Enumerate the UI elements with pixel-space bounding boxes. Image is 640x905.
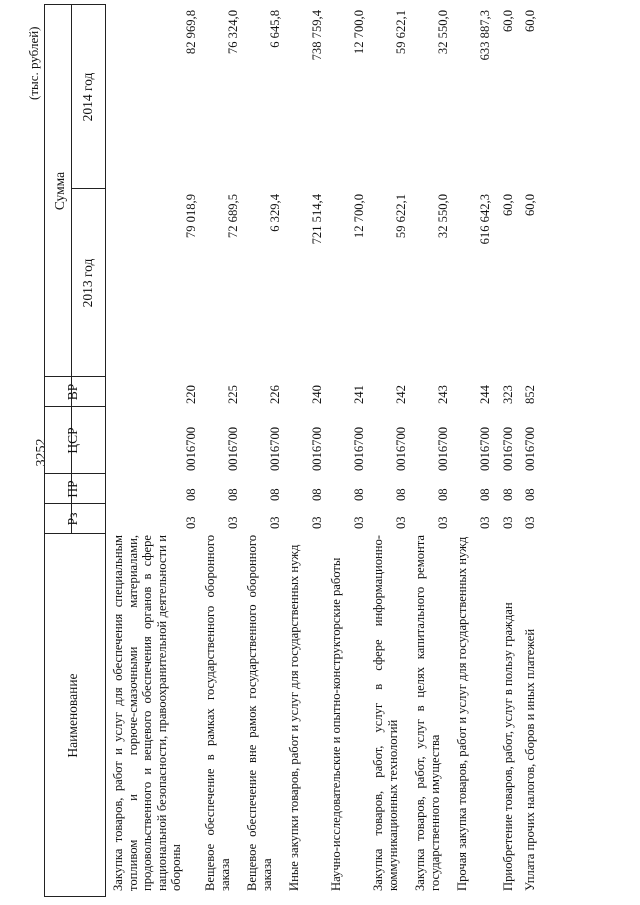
- row-amount-2014: 633 887,3: [478, 10, 492, 61]
- row-csr: 0016700: [268, 426, 282, 471]
- row-csr: 0016700: [436, 426, 450, 471]
- row-amount-2013: 6 329,4: [268, 194, 282, 232]
- row-rz: 03: [184, 516, 198, 529]
- row-vr: 241: [352, 385, 366, 404]
- row-vr: 226: [268, 385, 282, 404]
- row-amount-2014: 82 969,8: [184, 10, 198, 55]
- row-csr: 0016700: [394, 426, 408, 471]
- row-csr: 0016700: [184, 426, 198, 471]
- row-name: Вещевое обеспечение вне рамок государственного оборонного заказа: [245, 535, 274, 891]
- row-pr: 08: [226, 488, 240, 501]
- header-bottom-border: [105, 4, 106, 897]
- row-vr: 240: [310, 385, 324, 404]
- row-amount-2014: 76 324,0: [226, 10, 240, 55]
- row-name: Приобретение товаров, работ, услуг в пользу граждан: [501, 602, 515, 891]
- row-amount-2014: 32 550,0: [436, 10, 450, 55]
- row-name: Вещевое обеспечение в рамках государственного оборонного заказа: [203, 535, 232, 891]
- row-amount-2014: 60,0: [523, 10, 537, 33]
- header-pr: ПР: [65, 480, 80, 498]
- row-rz: 03: [523, 516, 537, 529]
- row-vr: 225: [226, 385, 240, 404]
- row-vr: 242: [394, 385, 408, 404]
- header-sum: Сумма: [52, 171, 67, 211]
- row-csr: 0016700: [501, 426, 515, 471]
- row-name: Иные закупки товаров, работ и услуг для государственных нужд: [287, 544, 301, 891]
- row-pr: 08: [352, 488, 366, 501]
- row-name: Закупка товаров, работ, услуг в целях капитального ремонта государственного имущества: [413, 535, 442, 891]
- row-amount-2014: 6 645,8: [268, 10, 282, 48]
- row-amount-2014: 738 759,4: [310, 10, 324, 61]
- row-amount-2014: 12 700,0: [352, 10, 366, 55]
- row-rz: 03: [478, 516, 492, 529]
- row-name: Закупка товаров, работ и услуг для обеспечения специальным топливом и горюче-смазочными материалами, продовольственного и вещевого обеспечения органов в сфере национальной безопасности, правоохранительной деятельности и обороны: [111, 535, 184, 891]
- row-amount-2013: 721 514,4: [310, 194, 324, 245]
- row-amount-2013: 60,0: [501, 194, 515, 217]
- row-amount-2013: 32 550,0: [436, 194, 450, 239]
- row-csr: 0016700: [310, 426, 324, 471]
- row-amount-2013: 616 642,3: [478, 194, 492, 245]
- row-vr: 323: [501, 385, 515, 404]
- row-amount-2014: 59 622,1: [394, 10, 408, 55]
- row-csr: 0016700: [478, 426, 492, 471]
- row-amount-2014: 60,0: [501, 10, 515, 33]
- row-amount-2013: 79 018,9: [184, 194, 198, 239]
- row-csr: 0016700: [226, 426, 240, 471]
- header-rz: Рз: [65, 512, 80, 526]
- header-vr: ВР: [65, 383, 80, 401]
- row-pr: 08: [478, 488, 492, 501]
- row-name: Уплата прочих налогов, сборов и иных платежей: [523, 628, 537, 891]
- row-pr: 08: [436, 488, 450, 501]
- units-note: (тыс. рублей): [26, 26, 41, 100]
- row-name: Научно-исследовательские и опытно-конструкторские работы: [329, 557, 343, 891]
- row-amount-2013: 60,0: [523, 194, 537, 217]
- row-amount-2013: 59 622,1: [394, 194, 408, 239]
- row-pr: 08: [268, 488, 282, 501]
- row-amount-2013: 72 689,5: [226, 194, 240, 239]
- table-top-border: [44, 4, 45, 897]
- header-csr: ЦСР: [65, 427, 80, 454]
- row-rz: 03: [394, 516, 408, 529]
- row-pr: 08: [501, 488, 515, 501]
- row-vr: 220: [184, 385, 198, 404]
- row-name: Прочая закупка товаров, работ и услуг для государственных нужд: [455, 536, 469, 891]
- row-rz: 03: [436, 516, 450, 529]
- row-pr: 08: [184, 488, 198, 501]
- row-rz: 03: [352, 516, 366, 529]
- row-rz: 03: [268, 516, 282, 529]
- row-vr: 852: [523, 385, 537, 404]
- row-amount-2013: 12 700,0: [352, 194, 366, 239]
- row-name: Закупка товаров, работ, услуг в сфере информационно-коммуникационных технологий: [371, 535, 400, 891]
- header-year-2014: 2014 год: [80, 72, 95, 122]
- row-pr: 08: [394, 488, 408, 501]
- row-csr: 0016700: [523, 426, 537, 471]
- header-year-2013: 2013 год: [80, 258, 95, 308]
- row-vr: 243: [436, 385, 450, 404]
- row-pr: 08: [523, 488, 537, 501]
- page-number: 3252: [34, 438, 49, 467]
- row-vr: 244: [478, 385, 492, 404]
- row-rz: 03: [310, 516, 324, 529]
- row-rz: 03: [226, 516, 240, 529]
- header-name: Наименование: [65, 673, 80, 758]
- row-pr: 08: [310, 488, 324, 501]
- row-rz: 03: [501, 516, 515, 529]
- row-csr: 0016700: [352, 426, 366, 471]
